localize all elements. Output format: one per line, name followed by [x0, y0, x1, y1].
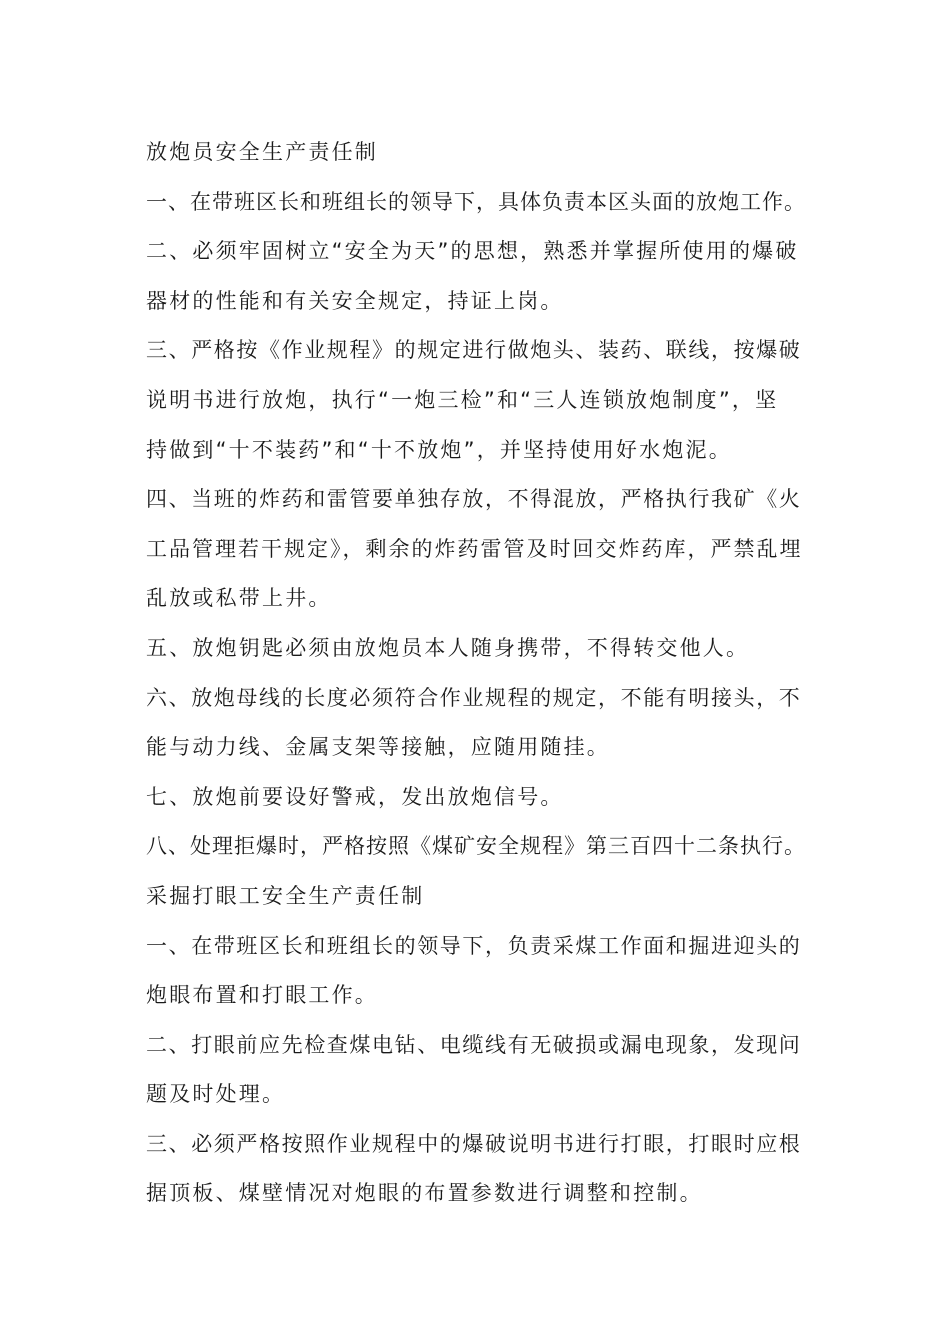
text-line: 持做到“十不装药”和“十不放炮”，并坚持使用好水炮泥。	[146, 437, 732, 462]
text-line: 三、严格按《作业规程》的规定进行做炮头、装药、联线，按爆破	[146, 338, 802, 363]
text-line: 一、在带班区长和班组长的领导下，具体负责本区头面的放炮工作。	[146, 189, 806, 214]
text-line: 二、打眼前应先检查煤电钻、电缆线有无破损或漏电现象，发现问	[146, 1032, 802, 1057]
text-line: 七、放炮前要设好警戒，发出放炮信号。	[146, 784, 564, 809]
text-line: 器材的性能和有关安全规定，持证上岗。	[146, 288, 564, 313]
text-line: 四、当班的炸药和雷管要单独存放，不得混放，严格执行我矿《火	[146, 487, 802, 512]
text-line: 工品管理若干规定》，剩余的炸药雷管及时回交炸药库，严禁乱埋	[146, 536, 803, 561]
document-body	[146, 128, 806, 1219]
text-line: 能与动力线、金属支架等接触，应随用随挂。	[146, 735, 610, 760]
section-title-blaster: 放炮员安全生产责任制	[146, 140, 378, 164]
text-line: 一、在带班区长和班组长的领导下，负责采煤工作面和掘进迎头的	[146, 933, 802, 958]
text-line: 炮眼布置和打眼工作。	[146, 983, 378, 1008]
section-title-driller: 采掘打眼工安全生产责任制	[146, 883, 425, 908]
text-line: 据顶板、煤壁情况对炮眼的布置参数进行调整和控制。	[146, 1181, 703, 1206]
text-line: 二、必须牢固树立“安全为天”的思想，熟悉并掌握所使用的爆破	[146, 239, 799, 264]
text-line: 三、必须严格按照作业规程中的爆破说明书进行打眼，打眼时应根	[146, 1131, 802, 1156]
text-line: 题及时处理。	[146, 1082, 286, 1107]
text-line: 五、放炮钥匙必须由放炮员本人随身携带，不得转交他人。	[146, 635, 750, 660]
text-line: 乱放或私带上井。	[146, 586, 332, 611]
text-line: 八、处理拒爆时，严格按照《煤矿安全规程》第三百四十二条执行。	[146, 834, 806, 859]
text-line: 六、放炮母线的长度必须符合作业规程的规定，不能有明接头，不	[146, 685, 802, 710]
text-line: 说明书进行放炮，执行“一炮三检”和“三人连锁放炮制度”，坚	[146, 387, 779, 412]
